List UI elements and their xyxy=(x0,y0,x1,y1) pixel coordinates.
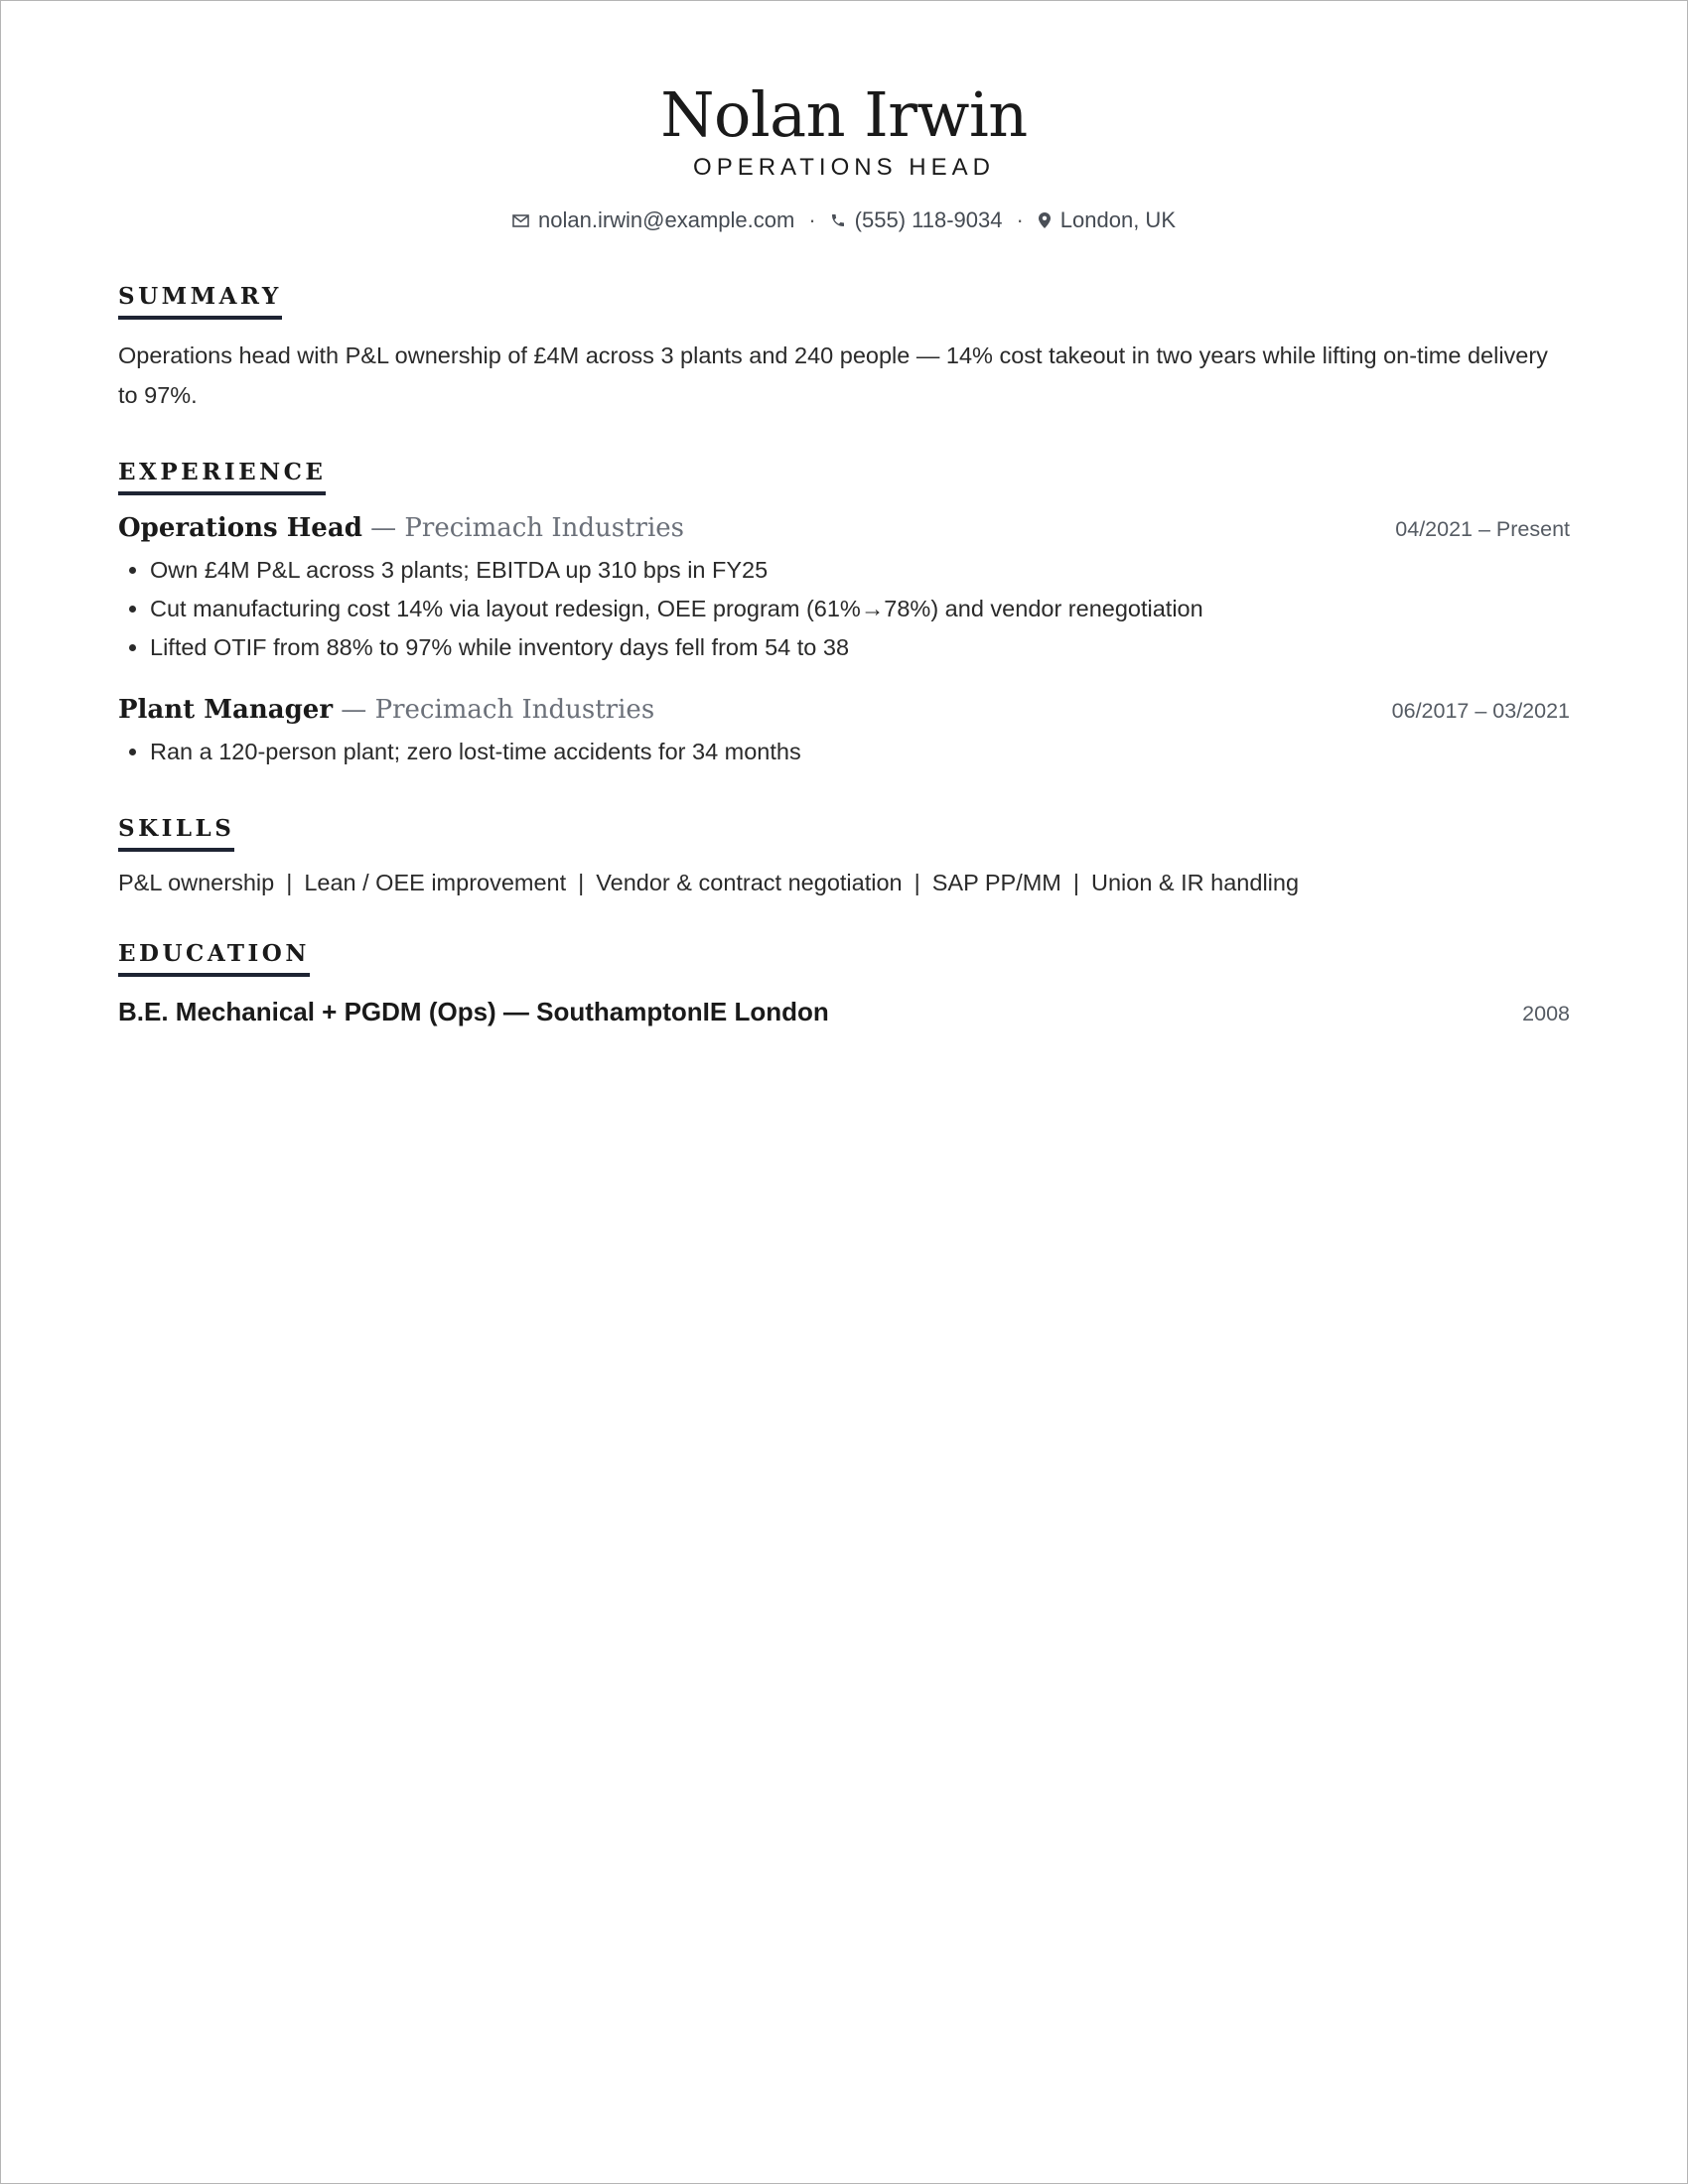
job-dates: 06/2017 – 03/2021 xyxy=(1391,699,1570,723)
contact-email[interactable] xyxy=(512,207,794,233)
job-dates: 04/2021 – Present xyxy=(1395,517,1570,541)
resume-content xyxy=(118,1,1570,1027)
envelope-icon xyxy=(512,214,529,227)
skill-item: Lean / OEE improvement xyxy=(304,870,567,895)
job-bullets xyxy=(118,733,1570,771)
contact-line xyxy=(118,207,1570,233)
job-role: Operations Head xyxy=(118,513,362,543)
candidate-title: OPERATIONS HEAD xyxy=(693,154,995,181)
skill-item: Union & IR handling xyxy=(1091,870,1300,895)
education-year: 2008 xyxy=(1522,1002,1570,1025)
section-heading-summary: SUMMARY xyxy=(118,283,282,320)
skill-separator: | xyxy=(914,870,920,895)
resume-header xyxy=(118,1,1570,233)
job-entry xyxy=(118,695,1570,771)
location-text: London, UK xyxy=(1059,207,1176,232)
job-bullets xyxy=(118,551,1570,667)
job-entry xyxy=(118,513,1570,667)
education-degree: B.E. Mechanical + PGDM (Ops) — SouthamptonIE London xyxy=(118,997,829,1026)
job-role: Plant Manager xyxy=(118,695,334,725)
section-heading-education: EDUCATION xyxy=(118,940,310,977)
skill-separator: | xyxy=(286,870,293,895)
skills-list xyxy=(118,870,1570,896)
skill-separator: | xyxy=(1072,870,1079,895)
job-header xyxy=(118,695,1570,725)
contact-phone[interactable] xyxy=(830,207,1003,233)
summary-section xyxy=(118,283,1570,415)
job-title-line xyxy=(118,695,654,725)
contact-separator: · xyxy=(808,207,816,232)
skill-item: Vendor & contract negotiation xyxy=(596,870,903,895)
phone-text: (555) 118-9034 xyxy=(854,207,1003,232)
job-company: — Precimach Industries xyxy=(361,513,684,543)
map-pin-icon xyxy=(1038,211,1052,229)
job-bullet: • Ran a 120-person plant; zero lost-time accidents for 34 months xyxy=(150,733,1570,771)
contact-location xyxy=(1038,207,1176,233)
candidate-name: Nolan Irwin xyxy=(660,78,1028,151)
job-bullet: • Lifted OTIF from 88% to 97% while inventory days fell from 54 to 38 xyxy=(150,628,1570,667)
job-header xyxy=(118,513,1570,543)
job-bullet: • Cut manufacturing cost 14% via layout redesign, OEE program (61%→78%) and vendor renegotiation xyxy=(150,590,1570,628)
skills-section xyxy=(118,815,1570,896)
skill-item: SAP PP/MM xyxy=(931,870,1061,895)
email-text: nolan.irwin@example.com xyxy=(538,207,795,232)
education-entry xyxy=(118,997,1570,1027)
education-section xyxy=(118,940,1570,1027)
job-title-line xyxy=(118,513,684,543)
section-heading-experience: EXPERIENCE xyxy=(118,459,326,495)
contact-separator: · xyxy=(1016,207,1024,232)
experience-section xyxy=(118,459,1570,771)
summary-text: Operations head with P&L ownership of £4M across 3 plants and 240 people — 14% cost takeout in two years while lifting on-time delivery to 97%. xyxy=(118,342,1548,408)
phone-icon xyxy=(830,212,846,228)
section-heading-skills: SKILLS xyxy=(118,815,234,852)
job-bullet: • Own £4M P&L across 3 plants; EBITDA up 310 bps in FY25 xyxy=(150,551,1570,590)
job-company: — Precimach Industries xyxy=(333,695,655,725)
skill-item: P&L ownership xyxy=(118,870,275,895)
skill-separator: | xyxy=(578,870,585,895)
